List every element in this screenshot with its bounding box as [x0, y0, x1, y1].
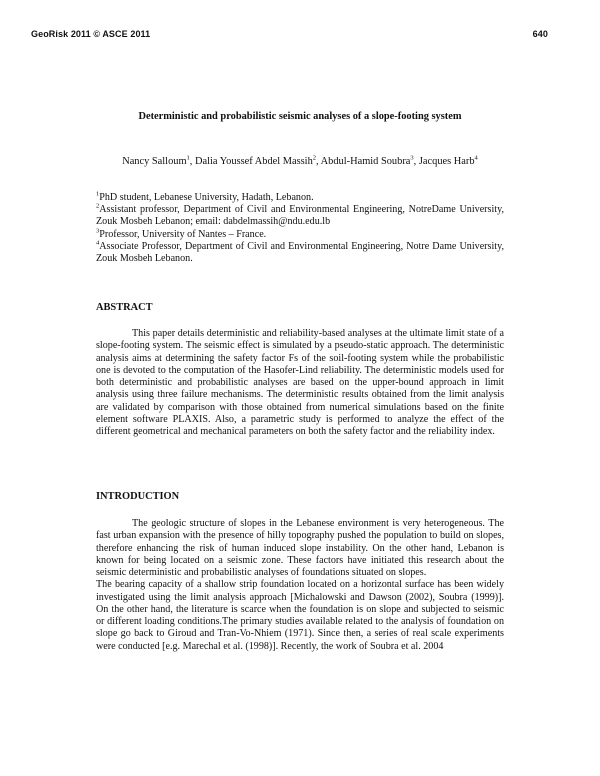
affiliation	[96, 192, 504, 204]
affiliation	[96, 229, 504, 241]
affiliation-text: Assistant professor, Department of Civil and Environmental Engineering, NotreDame University, Zouk Mosbeh Lebanon; email: dabdelmassih@ndu.edu.lb	[96, 204, 504, 228]
affiliation-sup: 4	[96, 239, 100, 247]
affiliation	[96, 241, 504, 265]
author-name: Dalia Youssef Abdel Massih	[195, 156, 313, 167]
abstract-text: This paper details deterministic and reliability-based analyses at the ultimate limit state of a slope-footing system. The seismic effect is simulated by a pseudo-static approach. The deterministic analysis aims at determining the safety factor Fs of the soil-footing system while the probabilistic one is devoted to the computation of the Hasofer-Lind reliability. The deterministic models used for both deterministic and probabilistic analyses are based on the upper-bound approach in limit analysis using three failure mechanisms. The deterministic results obtained from the limit analysis are validated by comparison with those obtained from numerical simulations based on the finite element software PLAXIS. Also, a parametric study is performed to analyze the effect of the different geometrical and mechanical parameters on both the safety factor and the reliability index.	[96, 328, 504, 437]
introduction-heading: INTRODUCTION	[96, 491, 180, 502]
affiliation	[96, 204, 504, 228]
author-sup: 1	[186, 154, 190, 162]
abstract-heading: ABSTRACT	[96, 302, 153, 313]
affiliation-text: Associate Professor, Department of Civil and Environmental Engineering, Notre Dame University, Zouk Mosbeh Lebanon.	[96, 240, 504, 265]
abstract-body	[96, 328, 504, 438]
author-sup: 4	[474, 154, 478, 162]
author-sup: 2	[312, 154, 317, 162]
conference-label: GeoRisk 2011 © ASCE 2011	[31, 29, 151, 39]
author-name: Nancy Salloum	[122, 156, 187, 167]
author-sup: 3	[410, 154, 414, 162]
introduction-body	[96, 518, 504, 653]
author-name: Abdul-Hamid Soubra	[320, 156, 411, 167]
introduction-paragraph-1: The geologic structure of slopes in the Lebanese environment is very heterogeneous. The fast urban expansion with the presence of hilly topography pushed the population to build on slopes, therefore enhancing the risk of human induced slope instability. On the other hand, Lebanon is known for being located on a seismic zone. These factors have initiated this research about the seismic deterministic and probabilistic analyses of foundations situated on slopes.	[96, 518, 504, 578]
affiliation-text: Professor, University of Nantes – France.	[99, 228, 267, 240]
author-list: Nancy Salloum$^1$, Dalia Youssef Abdel Massih$^2$, Abdul-Hamid Soubra$^3$, Jacques Harb$^4$	[122, 154, 478, 167]
affiliation-sup: 3	[96, 227, 100, 235]
affiliations	[96, 192, 504, 265]
author-name: Jacques Harb	[418, 156, 475, 167]
affiliation-text: PhD student, Lebanese University, Hadath, Lebanon.	[99, 192, 314, 203]
affiliation-sup: 2	[96, 202, 100, 210]
page-number: 640	[532, 29, 548, 39]
introduction-paragraph-2: The bearing capacity of a shallow strip foundation located on a horizontal surface has been widely investigated using the limit analysis approach [Michalowski and Dawson (2002), Soubra (1999)]. On the other hand, the literature is scarce when the foundation is on slope and subjected to seismic or different loading conditions.The primary studies available related to the analysis of foundation on slope go back to Giroud and Tran-Vo-Nhiem (1971). Since then, a series of real scale experiments were conducted [e.g. Marechal et al. (1998)]. Recently, the work of Soubra et al. 2004	[96, 579, 504, 652]
paper-title: Deterministic and probabilistic seismic analyses of a slope-footing system	[138, 111, 462, 122]
affiliation-sup: 1	[96, 190, 100, 198]
